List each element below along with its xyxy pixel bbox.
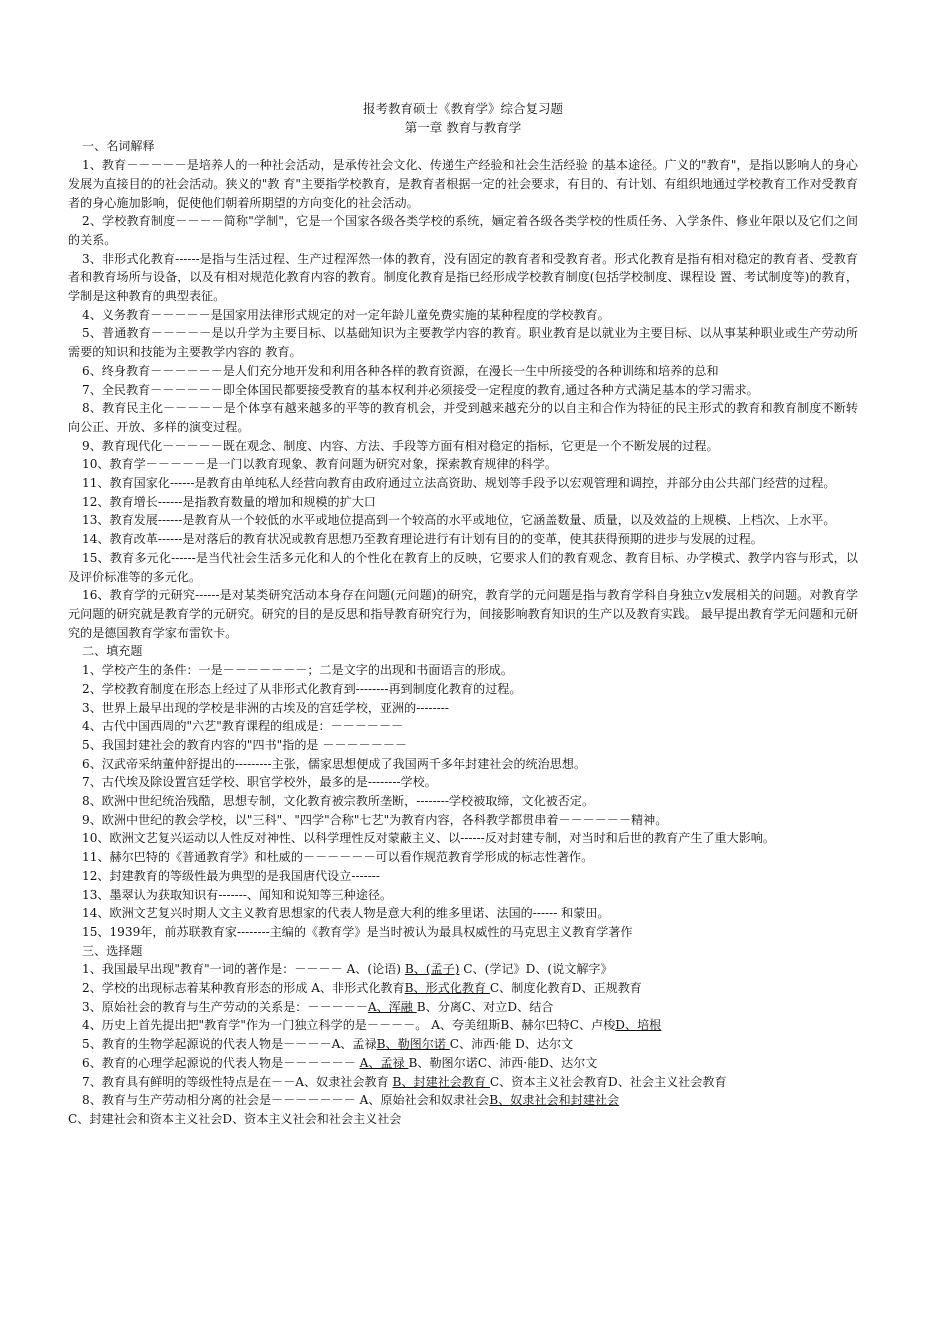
section-heading-terms: 一、名词解释 bbox=[82, 139, 155, 154]
term-item: 11、教育国家化------是教育由单纯私人经营向教育由政府通过立法高资助、规划等手段予以宏观管理和调控，并部分由公共部门经营的过程。 bbox=[82, 476, 836, 491]
term-item: 4、义务教育－－－－－是国家用法律形式规定的对一定年龄儿童免费实施的某种程度的学校教育。 bbox=[82, 307, 610, 322]
choice-item bbox=[68, 960, 858, 979]
choice-answer: D、培根 bbox=[615, 1018, 662, 1033]
fill-item: 7、古代埃及除设置宫廷学校、职官学校外，最多的是--------学校。 bbox=[82, 775, 437, 790]
term-item: 9、教育现代化－－－－－既在观念、制度、内容、方法、手段等方面有相对稳定的指标，它更是一个不断发展的过程。 bbox=[82, 438, 719, 453]
choice-answer: B、勒图尔诺 bbox=[376, 1037, 450, 1052]
fill-item: 4、古代中国西周的"六艺"教育课程的组成是：－－－－－－ bbox=[82, 719, 404, 734]
term-item: 12、教育增长------是指教育数量的增加和规模的扩大口 bbox=[82, 494, 376, 509]
fill-item: 11、赫尔巴特的《普通教育学》和杜威的－－－－－－可以看作规范教育学形成的标志性著作。 bbox=[82, 850, 594, 865]
term-item: 10、教育学－－－－－是一门以教育现象、教育问题为研究对象，探索教育规律的科学。 bbox=[82, 457, 557, 472]
choice-answer: B、(孟子) bbox=[404, 962, 460, 977]
term-item: 1、教育－－－－－是培养人的一种社会活动，是承传社会文化、传递生产经验和社会生活经验 的基本途径。广义的"教育"，是指以影响人的身心发展为直接目的的社会活动。狭义的"教 育"主要指学校教育，是教育者根据一定的社会要求，有目的、有计划、有组织地通过学校教育工作对受教育者的身心施加影响，促使他们朝着所期望的方向变化的社会活动。 bbox=[68, 158, 858, 210]
choice-stem: 2、学校的出现标志着某种教育形态的形成 A、非形式化教育 bbox=[82, 981, 405, 996]
choice-options: C、沛西·能 D、达尔文 bbox=[449, 1037, 574, 1052]
fill-item: 9、欧洲中世纪的教会学校，以"三科"、"四学"合称"七艺"为教育内容，各科教学都贯串着－－－－－－精神。 bbox=[82, 812, 668, 827]
fill-item: 3、世界上最早出现的学校是非洲的古埃及的宫廷学校，亚洲的-------- bbox=[82, 700, 449, 715]
choice-stem: 7、教育具有鲜明的等级性特点是在－－A、奴隶社会教育 bbox=[82, 1074, 393, 1089]
term-item: 7、全民教育－－－－－－即全体国民都要接受教育的基本权利并必须接受一定程度的教育,通过各种方式满足基本的学习需求。 bbox=[82, 382, 759, 397]
choice-stem: 4、历史上首先提出把"教育学"作为一门独立科学的是－－－－。 A、夸美纽斯B、赫尔巴特C、卢梭 bbox=[82, 1018, 616, 1033]
fill-item: 8、欧洲中世纪统治残酷，思想专制，文化教育被宗教所垄断，--------学校被取缔，文化被否定。 bbox=[82, 794, 595, 809]
term-item: 6、终身教育－－－－－－是人们充分地开发和利用各种各样的教育资源，在漫长一生中所接受的各种训练和培养的总和 bbox=[82, 363, 719, 378]
choice-list bbox=[68, 960, 858, 1128]
choice-options: B、分离C、对立D、结合 bbox=[416, 999, 554, 1014]
choice-item bbox=[68, 1091, 858, 1110]
choice-item bbox=[68, 1016, 858, 1035]
choice-options: C、(学记》D、(说文解字》 bbox=[459, 962, 613, 977]
choice-item bbox=[68, 1035, 858, 1054]
fill-item: 5、我国封建社会的教育内容的"四书"指的是 －－－－－－－ bbox=[82, 737, 408, 752]
choice-answer: A、浑融 bbox=[367, 999, 417, 1014]
fill-item: 6、汉武帝采纳董仲舒提出的---------主张，儒家思想便成了我国两千多年封建社会的统治思想。 bbox=[82, 756, 587, 771]
section-heading-choice: 三、选择题 bbox=[82, 943, 143, 958]
choice-answer: A、孟禄 bbox=[359, 1055, 409, 1070]
term-item: 13、教育发展------是教育从一个较低的水平或地位提高到一个较高的水平或地位，它涵盖数量、质量，以及效益的上规模、上档次、上水平。 bbox=[82, 513, 836, 528]
choice-answer: B、封建社会教育 bbox=[392, 1074, 490, 1089]
section-heading-fill: 二、填充题 bbox=[82, 644, 143, 659]
fill-item: 10、欧洲文艺复兴运动以人性反对神性、以科学理性反对蒙蔽主义、以------反对封建专制，对当时和后世的教育产生了重大影响。 bbox=[82, 831, 775, 846]
term-item: 14、教育改革------是对落后的教育状况或教育思想乃至教育理论进行有计划有目的的变革，使其获得预期的进步与发展的过程。 bbox=[82, 532, 763, 547]
fill-list bbox=[68, 661, 858, 942]
choice-stem: 3、原始社会的教育与生产劳动的关系是：－－－－－ bbox=[82, 999, 368, 1014]
choice-answer: B、奴隶社会和封建社会 bbox=[489, 1093, 620, 1108]
choice-stem: 1、我国最早出现"教育"一词的著作是：－－－－ A、(论语) bbox=[82, 962, 405, 977]
term-item: 15、教育多元化------是当代社会生活多元化和人的个性化在教育上的反映，它要求人们的教育观念、教育目标、办学模式、教学内容与形式，以及评价标准等的多元化。 bbox=[68, 550, 858, 584]
fill-item: 12、封建教育的等级性最为典型的是我国唐代设立------- bbox=[82, 868, 380, 883]
choice-answer: B、形式化教育 bbox=[404, 981, 490, 996]
fill-item: 2、学校教育制度在形态上经过了从非形式化教育到--------再到制度化教育的过程。 bbox=[82, 681, 522, 696]
fill-item: 1、学校产生的条件：一是－－－－－－－；二是文字的出现和书面语言的形成。 bbox=[82, 663, 513, 678]
doc-title: 报考教育硕士《教育学》综合复习题 bbox=[362, 101, 563, 116]
choice-stem: 8、教育与生产劳动相分离的社会是－－－－－－－ A、原始社会和奴隶社会 bbox=[82, 1093, 490, 1108]
fill-item: 13、墨翠认为获取知识有-------、闻知和说知等三种途径。 bbox=[82, 887, 393, 902]
document-page bbox=[68, 100, 858, 1129]
term-item: 8、教育民主化－－－－－是个体享有越来越多的平等的教育机会，并受到越来越充分的以自主和合作为特征的民主形式的教育和教育制度不断转向公正、开放、多样的演变过程。 bbox=[68, 401, 858, 434]
choice-item bbox=[68, 979, 858, 998]
terms-list bbox=[68, 156, 858, 642]
term-item: 2、学校教育制度－－－－简称"学制"，它是一个国家各级各类学校的系统，婳定着各级各类学校的性质任务、入学条件、修业年限以及它们之间的关系。 bbox=[68, 214, 858, 247]
term-item: 16、教育学的元研究------是对某类研究活动本身存在问题(元问题)的研究，教育学的元问题是指与教育学科自身独立v发展相关的问题。对教育学元问题的研究就是教育学的元研究。研究的目的是反思和指导教育研究行为，间接影响教育知识的生产以及教育实践。 最早提出教育学无问题和元研究的是德国教育学家布雷钦卡。 bbox=[68, 588, 858, 640]
term-item: 3、非形式化教育------是指与生活过程、生产过程浑然一体的教育，没有固定的教育者和受教育者。形式化教育是指有相对稳定的教育者、受教育者和教育场所与设备，以及有相对规范化教育内容的教育。制度化教育是指已经形成学校教育制度(包括学校制度、课程设 置、考试制度等)的教育，学制是这种教育的典型表征。 bbox=[68, 251, 858, 304]
term-item: 5、普通教育－－－－－是以升学为主要目标、以基础知识为主要教学内容的教育。职业教育是以就业为主要目标、以从事某种职业或生产劳动所需要的知识和技能为主要教学内容的 教育。 bbox=[68, 326, 858, 360]
chapter-title: 第一章 教育与教育学 bbox=[404, 119, 522, 135]
choice-options-continued: C、封建社会和资本主义社会D、资本主义社会和社会主义社会 bbox=[68, 1111, 402, 1126]
fill-item: 14、欧洲文艺复兴时期人文主义教育思想家的代表人物是意大利的维多里诺、法国的------ 和蒙田。 bbox=[82, 906, 610, 921]
choice-item bbox=[68, 1054, 858, 1073]
choice-stem: 6、教育的心理学起源说的代表人物是－－－－－－ bbox=[82, 1055, 360, 1070]
choice-options: C、资本主义社会教育D、社会主义社会教育 bbox=[489, 1074, 727, 1089]
choice-options: B、勒图尔诺C、沛西·能D、达尔文 bbox=[408, 1055, 598, 1070]
choice-stem: 5、教育的生物学起源说的代表人物是－－－－A、孟禄 bbox=[82, 1037, 377, 1052]
choice-item bbox=[68, 1073, 858, 1092]
fill-item: 15、1939年，前苏联教育家--------主编的《教育学》是当时被认为最具权威性的马克思主义教育学著作 bbox=[82, 924, 633, 939]
choice-options: C、制度化教育D、正规教育 bbox=[489, 981, 642, 996]
choice-item bbox=[68, 998, 858, 1017]
